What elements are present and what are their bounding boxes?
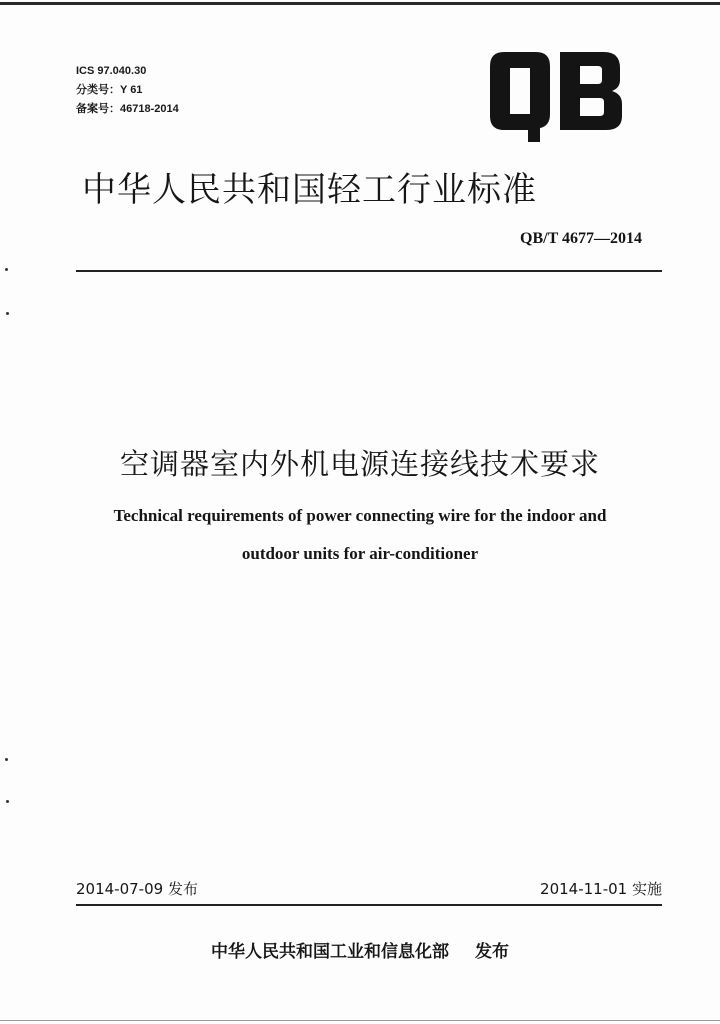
footer-divider bbox=[76, 904, 662, 906]
standard-number: QB/T 4677—2014 bbox=[520, 230, 642, 247]
scan-mark bbox=[6, 312, 9, 315]
scan-mark bbox=[5, 268, 8, 271]
issue-date: 2014-07-09 发布 bbox=[76, 880, 198, 898]
scan-mark bbox=[6, 800, 9, 803]
header-divider bbox=[76, 270, 662, 272]
qb-logo bbox=[488, 50, 624, 146]
page-bottom-edge bbox=[0, 1020, 720, 1021]
document-metadata bbox=[76, 62, 179, 119]
qb-logo-icon bbox=[488, 50, 624, 146]
standard-type-title: 中华人民共和国轻工行业标准 bbox=[82, 170, 537, 210]
record-number: 备案号：46718-2014 bbox=[76, 103, 179, 115]
document-title-english-line-1: Technical requirements of power connecting wire for the indoor and bbox=[113, 506, 607, 525]
scan-mark bbox=[5, 758, 8, 761]
ics-code: ICS 97.040.30 bbox=[76, 65, 147, 77]
publisher-name: 中华人民共和国工业和信息化部 bbox=[211, 942, 449, 962]
publisher-action: 发布 bbox=[475, 942, 509, 962]
effective-date: 2014-11-01 实施 bbox=[540, 880, 662, 898]
publisher-line bbox=[0, 937, 720, 962]
page-top-edge bbox=[0, 2, 720, 5]
classification-number: 分类号：Y 61 bbox=[76, 84, 143, 96]
document-title-english-line-2: outdoor units for air-conditioner bbox=[241, 544, 479, 563]
document-title-chinese: 空调器室内外机电源连接线技术要求 bbox=[119, 447, 600, 481]
